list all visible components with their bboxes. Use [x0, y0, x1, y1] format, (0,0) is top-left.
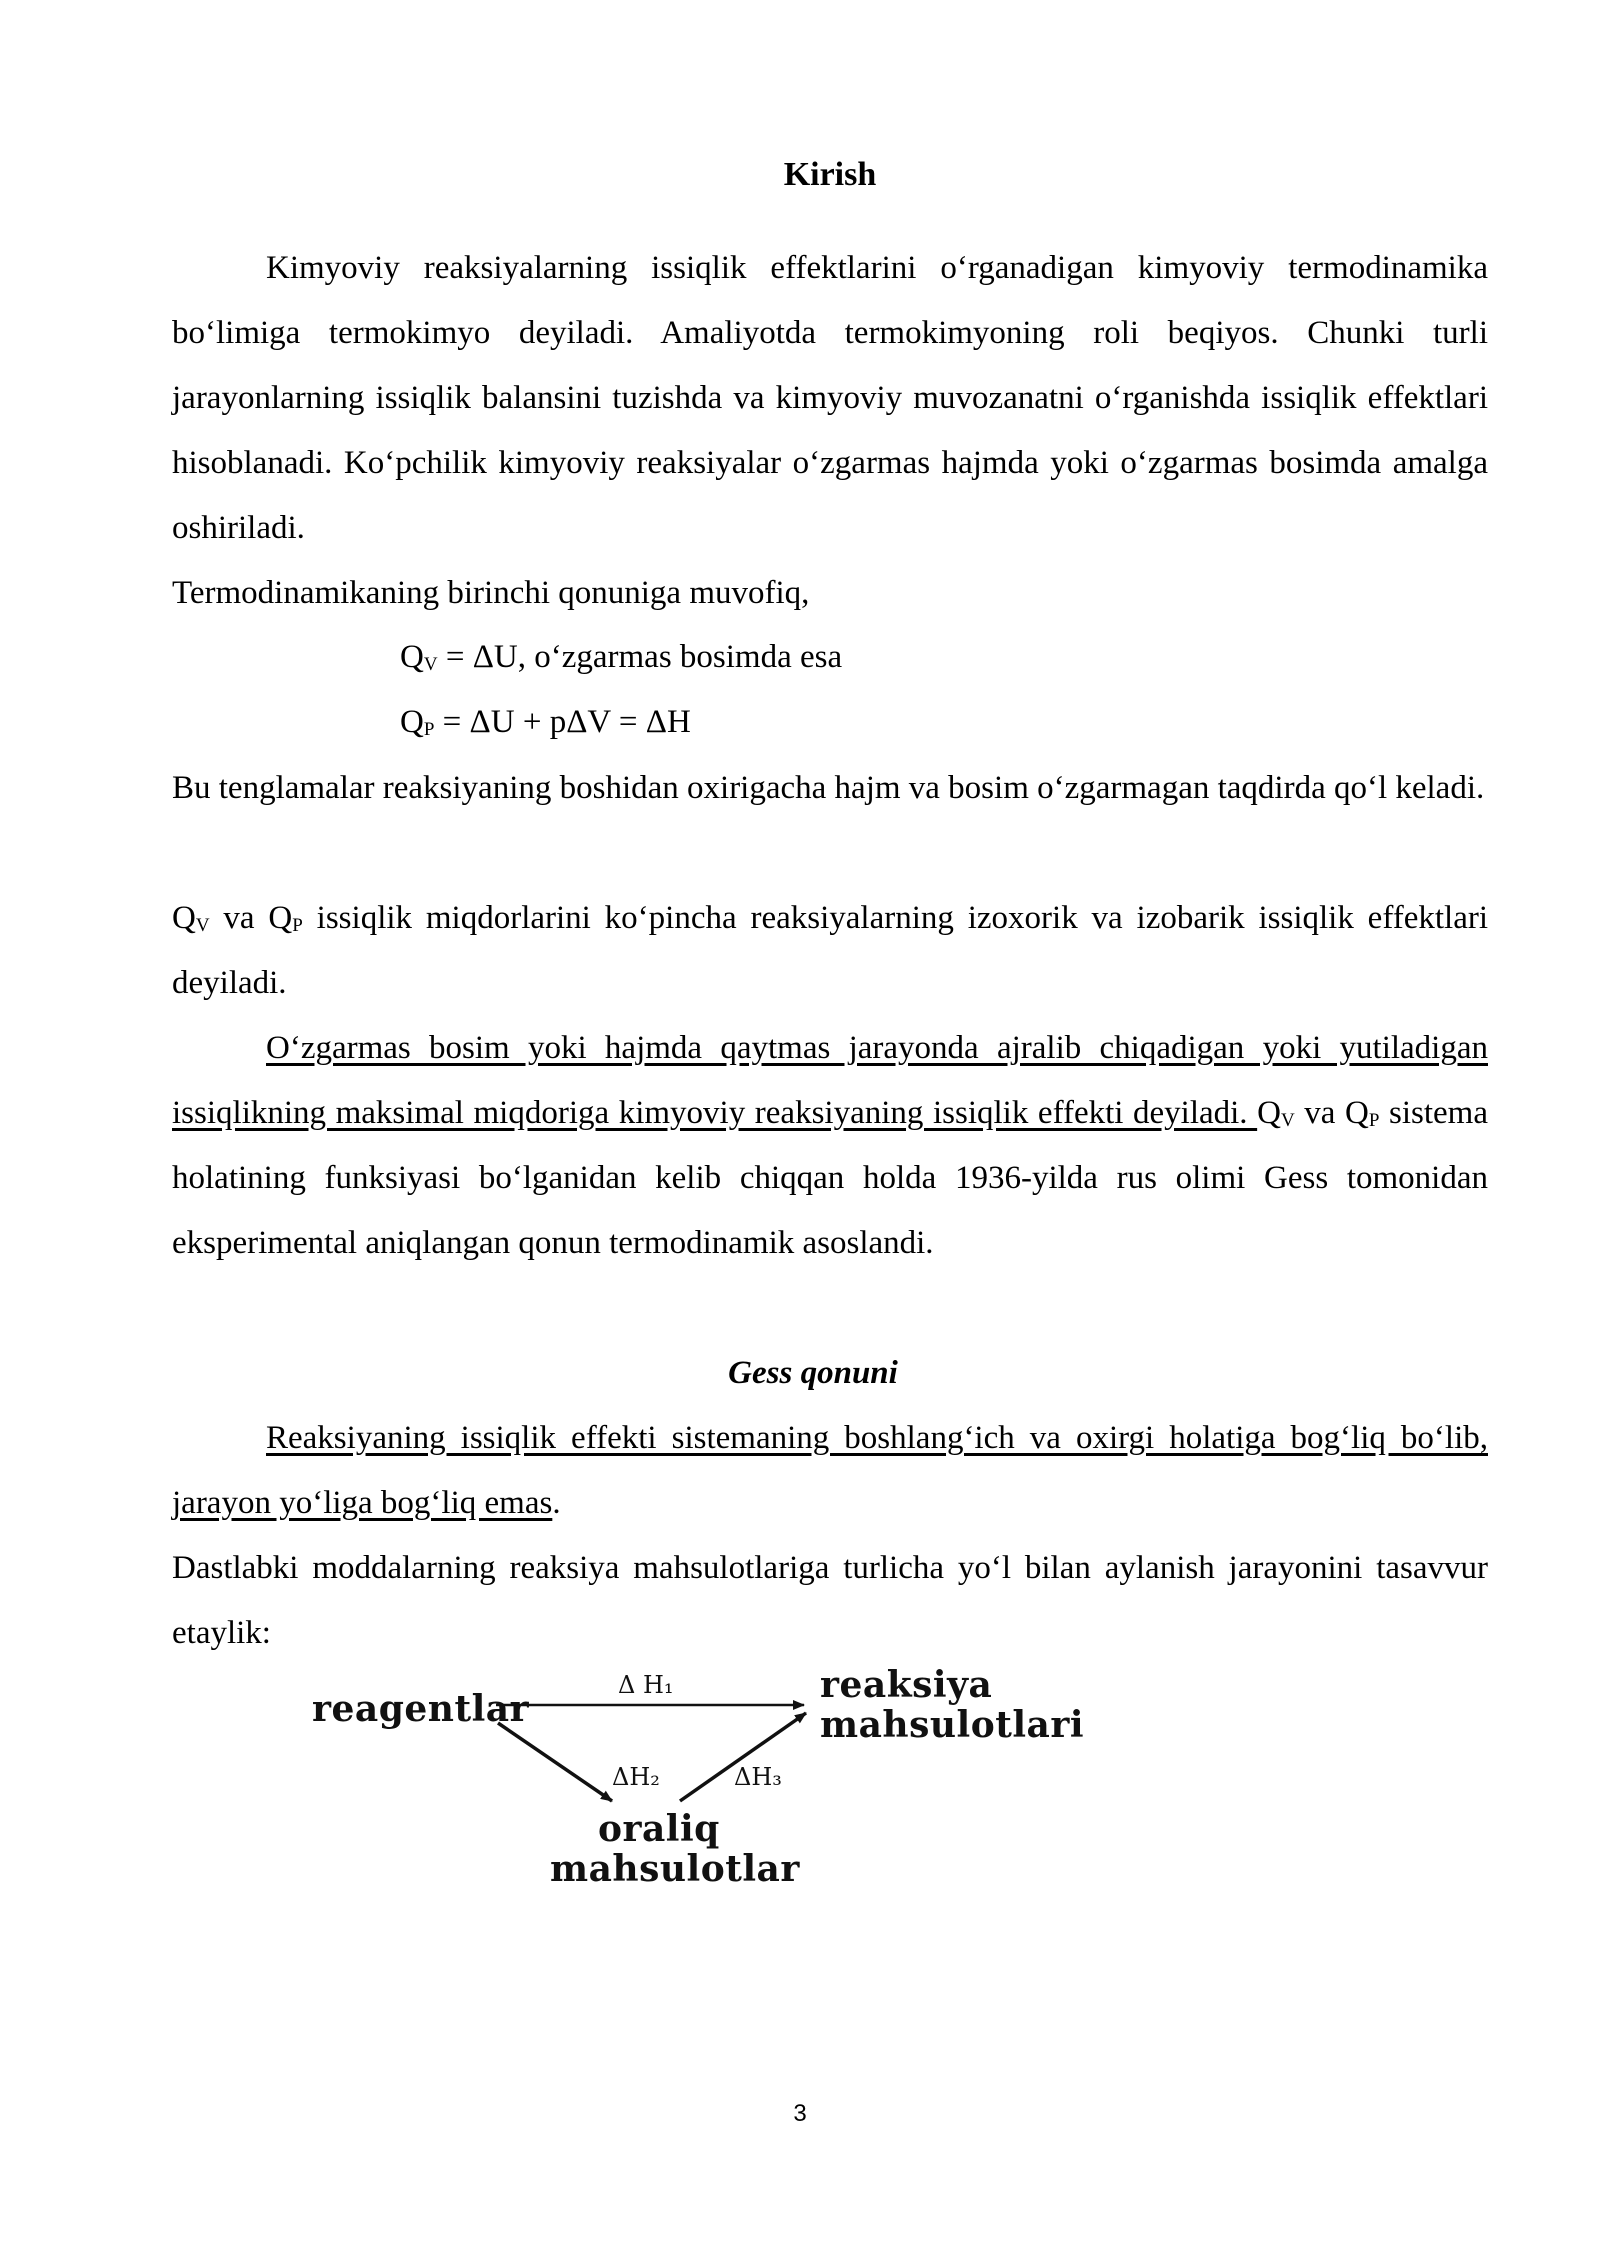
hess-cycle-diagram [300, 1665, 1100, 1905]
equations-note-paragraph: Bu tenglamalar reaksiyaning boshidan oxirigacha hajm va bosim o‘zgarmagan taqdirda qo‘l keladi. [172, 770, 1485, 806]
dh2-label: ΔH₂ [612, 1763, 660, 1791]
intermediate-label-line2: mahsulotlar [550, 1848, 800, 1890]
dh1-label: Δ H₁ [618, 1671, 674, 1699]
heat-effect-definition-paragraph: O‘zgarmas bosim yoki hajmda qaytmas jarayonda ajralib chiqadigan yoki yutiladigan issiqlikning maksimal miqdoriga kimyoviy reaksiyaning issiqlik effekti deyiladi. $Q_V$ va $Q_P$ sistema holatining funksiyasi bo‘lganidan kelib chiqqan holda 1936-yilda rus olimi Gess tomonidan eksperimental aniqlangan qonun termodinamik asoslandi. [172, 1030, 1488, 1261]
dh3-label: ΔH₃ [734, 1763, 782, 1791]
intermediate-label-line1: oraliq [598, 1808, 720, 1850]
formula-qp: $Q_P = \Delta U + p\Delta V = \Delta H$ [400, 704, 691, 740]
start-label: reagentlar [312, 1688, 530, 1730]
intro-paragraph-last-line: Termodinamikaning birinchi qonuniga muvofiq, [172, 575, 810, 611]
intro-paragraph [172, 236, 1488, 561]
arrow-to-intermediate [498, 1723, 612, 1801]
section-subtitle: Gess qonuni [728, 1355, 898, 1391]
products-label-line1: reaksiya [820, 1664, 993, 1706]
intro-paragraph-text: Kimyoviy reaksiyalarning issiqlik effektlarini o‘rganadigan kimyoviy termodinamika bo‘limiga termokimyo deyiladi. Amaliyotda termokimyoning roli beqiyos. Chunki turli jarayonlarning issiqlik balansini tuzishda va kimyoviy muvozanatni o‘rganishda issiqlik effektlari hisoblanadi. Ko‘pchilik kimyoviy reaksiyalar o‘zgarmas hajmda yoki o‘zgarmas bosimda amalga oshiriladi. [172, 250, 1488, 546]
pathways-paragraph: Dastlabki moddalarning reaksiya mahsulotlariga turlicha yo‘l bilan aylanish jarayonini tasavvur etaylik: [172, 1550, 1488, 1651]
products-label-line2: mahsulotlari [820, 1704, 1084, 1746]
heat-effect-definition: O‘zgarmas bosim yoki hajmda qaytmas jarayonda ajralib chiqadigan yoki yutiladigan issiqlikning maksimal miqdoriga kimyoviy reaksiyaning issiqlik effekti deyiladi. [172, 1030, 1488, 1131]
formula-qv: $Q_V = \Delta U$, o‘zgarmas bosimda esa [400, 639, 843, 675]
hess-law-paragraph: Reaksiyaning issiqlik effekti sistemaning boshlang‘ich va oxirgi holatiga bog‘liq bo‘lib, jarayon yo‘liga bog‘liq emas. [172, 1420, 1488, 1521]
page-number: 3 [793, 2100, 807, 2127]
heat-quantities-paragraph: $Q_V$ va $Q_P$ issiqlik miqdorlarini ko‘pincha reaksiyalarning izoxorik va izobarik issiqlik effektlari deyiladi. [172, 900, 1489, 1001]
hess-law-statement: Reaksiyaning issiqlik effekti sistemaning boshlang‘ich va oxirgi holatiga bog‘liq bo‘lib, jarayon yo‘liga bog‘liq emas [172, 1420, 1488, 1521]
page-title: Kirish [783, 156, 877, 193]
